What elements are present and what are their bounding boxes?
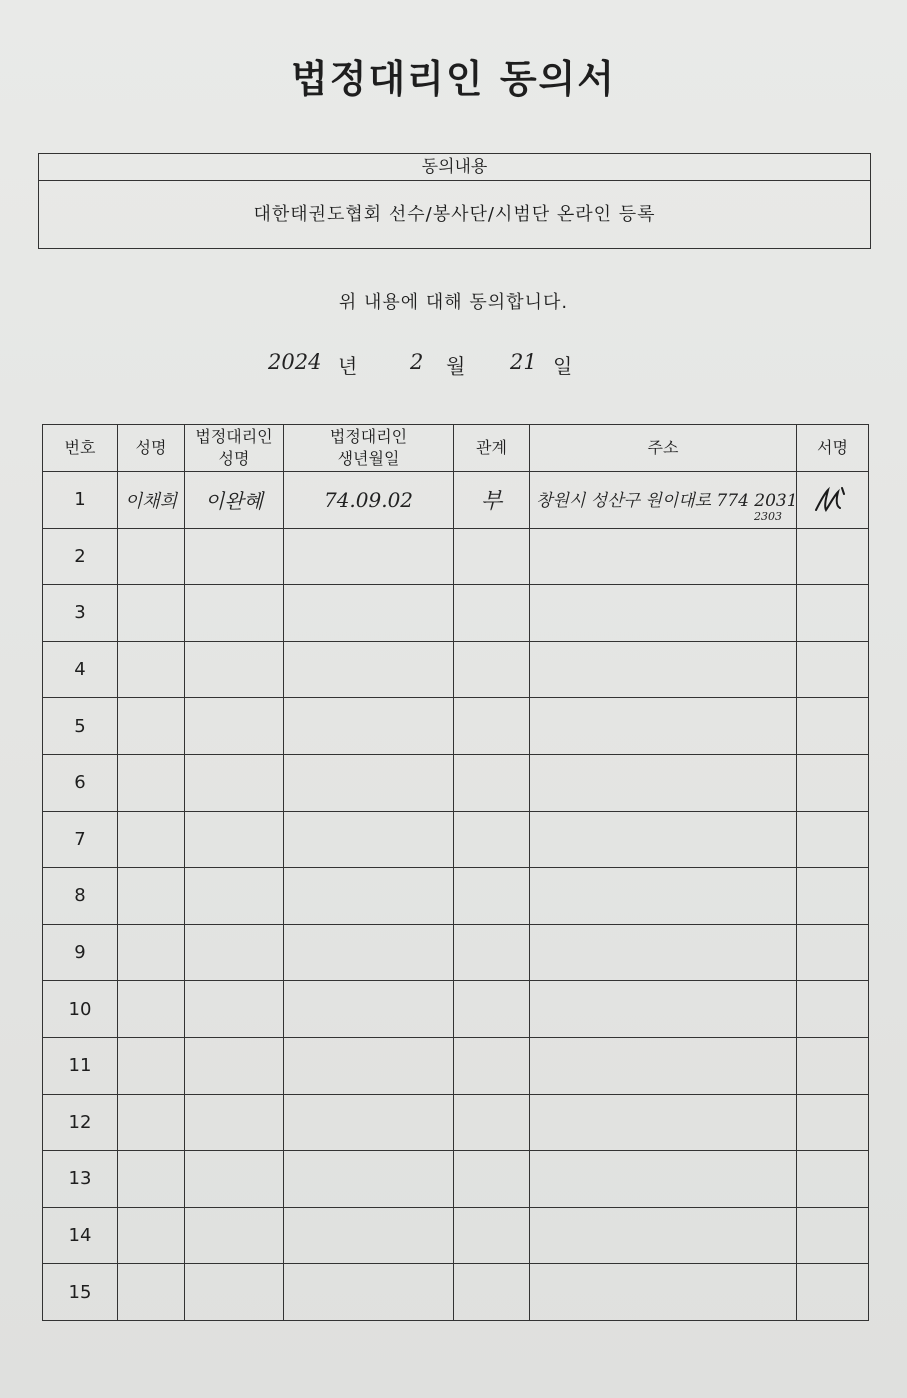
row-guardian-birth [284, 1094, 454, 1151]
header-signature: 서명 [797, 425, 869, 472]
row-guardian-birth [284, 1207, 454, 1264]
row-number: 2 [43, 528, 118, 585]
row-guardian-name [185, 1037, 284, 1094]
document-title: 법정대리인 동의서 [291, 57, 616, 101]
row-name [118, 868, 185, 925]
row-number: 7 [43, 811, 118, 868]
row-guardian-name [185, 528, 284, 585]
row-signature [797, 868, 869, 925]
row-address [530, 811, 797, 868]
row-signature [797, 585, 869, 642]
row-number: 5 [43, 698, 118, 755]
row-address [530, 868, 797, 925]
table-row [43, 924, 869, 981]
row-number: 11 [43, 1037, 118, 1094]
row-address [530, 1037, 797, 1094]
row-guardian-birth [284, 585, 454, 642]
date-day-unit: 일 [553, 354, 573, 378]
row-number: 6 [43, 754, 118, 811]
row-name [118, 811, 185, 868]
table-row [43, 1264, 869, 1321]
row-relation [454, 868, 530, 925]
row-address [530, 1264, 797, 1321]
row-name [118, 924, 185, 981]
row-signature [797, 1264, 869, 1321]
row-guardian-name [185, 1264, 284, 1321]
row-guardian-name [185, 811, 284, 868]
row-guardian-name [185, 868, 284, 925]
row-signature [797, 754, 869, 811]
header-guardian-birth-line2: 생년월일 [337, 449, 400, 468]
table-row [43, 754, 869, 811]
row-signature [797, 472, 869, 529]
row-guardian-name [185, 1207, 284, 1264]
row-signature [797, 1037, 869, 1094]
row-number: 10 [43, 981, 118, 1038]
row-guardian-birth [284, 528, 454, 585]
row-name [118, 1094, 185, 1151]
row-signature [797, 924, 869, 981]
header-guardian-birth-line1: 법정대리인 [329, 427, 408, 446]
table-row [43, 472, 869, 529]
row-guardian-name [185, 698, 284, 755]
row-guardian-birth [284, 1264, 454, 1321]
row-number: 14 [43, 1207, 118, 1264]
row-guardian-name [185, 641, 284, 698]
date-month-unit: 월 [446, 354, 466, 378]
consent-content-heading: 동의내용 [39, 154, 870, 181]
handwritten-signature [808, 480, 858, 520]
row-name [118, 1037, 185, 1094]
guardian-roster-table [42, 424, 869, 1321]
row-guardian-birth [284, 1151, 454, 1208]
row-address [530, 528, 797, 585]
row-address [530, 1207, 797, 1264]
row-address-main: 창원시 성산구 원이대로 774 2031 [536, 491, 798, 512]
row-address [530, 585, 797, 642]
row-number: 12 [43, 1094, 118, 1151]
row-signature [797, 698, 869, 755]
row-guardian-birth [284, 698, 454, 755]
row-signature [797, 1151, 869, 1208]
row-name [118, 585, 185, 642]
row-address [530, 924, 797, 981]
row-guardian-name [185, 754, 284, 811]
date-day: 21 [510, 350, 537, 374]
header-number: 번호 [43, 425, 118, 472]
table-row [43, 585, 869, 642]
row-name [118, 981, 185, 1038]
date-line [0, 350, 907, 380]
row-relation [454, 811, 530, 868]
row-name [118, 1207, 185, 1264]
row-guardian-birth [284, 924, 454, 981]
row-name [118, 1151, 185, 1208]
header-guardian-name [185, 425, 284, 472]
header-guardian-name-line1: 법정대리인 [195, 427, 273, 446]
row-guardian-birth [284, 754, 454, 811]
row-number: 1 [43, 472, 118, 529]
row-address [530, 754, 797, 811]
row-guardian-birth [284, 641, 454, 698]
header-guardian-birth [284, 425, 454, 472]
header-name: 성명 [118, 425, 185, 472]
date-year: 2024 [268, 350, 322, 374]
row-signature [797, 641, 869, 698]
row-name [118, 641, 185, 698]
row-name [118, 698, 185, 755]
row-address [530, 1151, 797, 1208]
row-relation [454, 641, 530, 698]
row-guardian-birth: 74.09.02 [284, 472, 454, 529]
header-relation: 관계 [454, 425, 530, 472]
table-row [43, 1037, 869, 1094]
row-name [118, 754, 185, 811]
table-row [43, 1151, 869, 1208]
row-guardian-name [185, 981, 284, 1038]
row-relation [454, 528, 530, 585]
header-guardian-name-line2: 성명 [218, 449, 250, 468]
row-address [530, 641, 797, 698]
table-row [43, 868, 869, 925]
row-signature [797, 981, 869, 1038]
row-number: 8 [43, 868, 118, 925]
row-relation [454, 1037, 530, 1094]
row-relation [454, 1094, 530, 1151]
row-number: 4 [43, 641, 118, 698]
row-guardian-birth [284, 1037, 454, 1094]
row-guardian-name [185, 1094, 284, 1151]
row-address [530, 981, 797, 1038]
row-guardian-birth [284, 811, 454, 868]
row-name [118, 1264, 185, 1321]
row-guardian-birth [284, 981, 454, 1038]
table-row [43, 1207, 869, 1264]
row-guardian-name [185, 924, 284, 981]
table-body [43, 472, 869, 1321]
row-name [118, 528, 185, 585]
row-number: 3 [43, 585, 118, 642]
table-row [43, 981, 869, 1038]
row-address [530, 472, 797, 529]
table-row [43, 811, 869, 868]
date-year-unit: 년 [338, 354, 358, 378]
row-relation: 부 [454, 472, 530, 529]
row-relation [454, 1151, 530, 1208]
date-month: 2 [410, 350, 424, 374]
row-relation [454, 585, 530, 642]
row-signature [797, 1207, 869, 1264]
header-address: 주소 [530, 425, 797, 472]
consent-content-box [38, 153, 871, 249]
row-address [530, 698, 797, 755]
consent-content-text: 대한태권도협회 선수/봉사단/시범단 온라인 등록 [253, 204, 656, 225]
row-guardian-birth [284, 868, 454, 925]
row-relation [454, 1264, 530, 1321]
row-signature [797, 811, 869, 868]
row-number: 15 [43, 1264, 118, 1321]
agreement-statement: 위 내용에 대해 동의합니다. [338, 292, 569, 313]
row-guardian-name: 이완혜 [185, 472, 284, 529]
row-relation [454, 1207, 530, 1264]
table-header-row [43, 425, 869, 472]
table-row [43, 1094, 869, 1151]
row-relation [454, 754, 530, 811]
table-row [43, 698, 869, 755]
row-relation [454, 698, 530, 755]
row-address-sub: 2303 [754, 510, 782, 524]
row-address [530, 1094, 797, 1151]
row-signature [797, 528, 869, 585]
row-name: 이채희 [118, 472, 185, 529]
row-relation [454, 924, 530, 981]
row-guardian-name [185, 585, 284, 642]
table-row [43, 528, 869, 585]
row-guardian-name [185, 1151, 284, 1208]
row-number: 13 [43, 1151, 118, 1208]
row-relation [454, 981, 530, 1038]
row-number: 9 [43, 924, 118, 981]
table-row [43, 641, 869, 698]
row-signature [797, 1094, 869, 1151]
